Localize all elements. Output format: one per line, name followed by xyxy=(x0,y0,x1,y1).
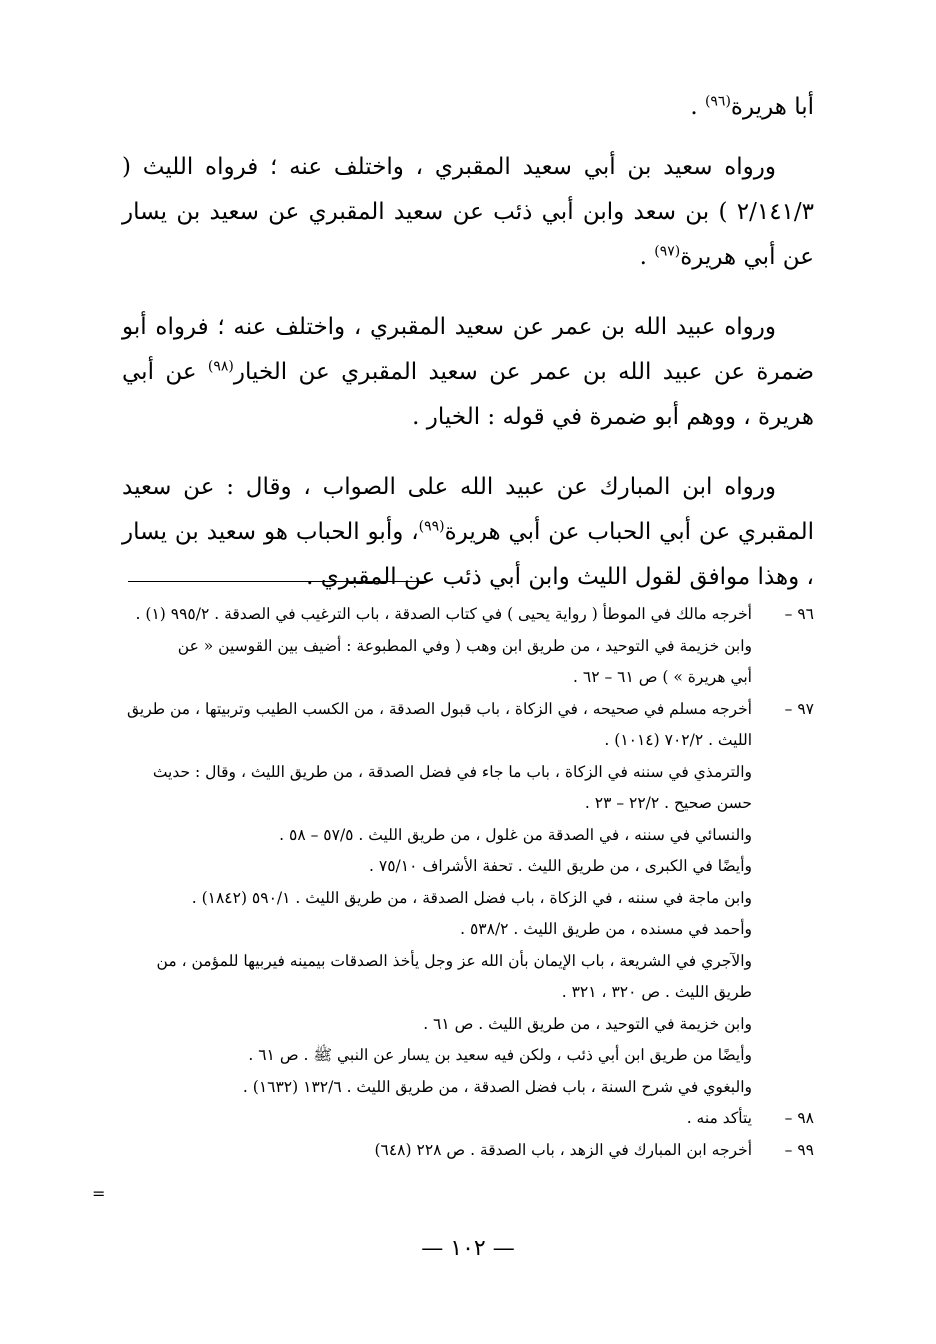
footnote-number: ٩٧ – xyxy=(784,699,814,718)
page-number: — ١٠٢ — xyxy=(421,1236,515,1261)
footnote-line: وأحمد في مسنده ، من طريق الليث . ٥٣٨/٢ . xyxy=(460,920,752,938)
paragraph-4 xyxy=(122,465,814,600)
paragraph-2-text: ورواه سعيد بن أبي سعيد المقبري ، واختلف عنه ؛ فرواه الليث ( ٢/١٤١/٣ ) بن سعد وابن أبي ذئب عن سعيد المقبري عن سعيد بن يسار عن أبي هريرة xyxy=(122,154,814,270)
footnote-97-continued xyxy=(122,757,814,1104)
footnote-98 xyxy=(122,1103,814,1135)
paragraph-4-text-b: ، وأبو الحباب هو سعيد بن يسار ، وهذا موافق لقول الليث وابن أبي ذئب عن المقبري . xyxy=(122,519,814,590)
footnote-line: أخرجه مالك في الموطأ ( رواية يحيى ) في كتاب الصدقة ، باب الترغيب في الصدقة . ٩٩٥/٢ (١) . xyxy=(135,605,752,623)
footnote-ref-97[interactable]: (٩٧) xyxy=(654,243,681,260)
main-text xyxy=(122,85,814,625)
paragraph-1 xyxy=(122,85,814,130)
footnote-line: والبغوي في شرح السنة ، باب فضل الصدقة ، من طريق الليث . ١٣٢/٦ (١٦٣٢) . xyxy=(242,1077,752,1096)
footnote-line: وابن خزيمة في التوحيد ، من طريق الليث . ص ٦١ . xyxy=(423,1014,752,1033)
footnote-line: وأيضًا من طريق ابن أبي ذئب ، ولكن فيه سعيد بن يسار عن النبي ﷺ . ص ٦١ . xyxy=(248,1046,752,1064)
paragraph-4-text-a: ورواه ابن المبارك عن عبيد الله على الصواب ، وقال : عن سعيد المقبري عن أبي الحباب عن أبي هريرة xyxy=(122,474,814,545)
footnote-line: والآجري في الشريعة ، باب الإيمان بأن الله عز وجل يأخذ الصدقات بيمينه فيربيها للمؤمن ، من xyxy=(156,951,752,970)
footnotes xyxy=(122,599,814,1166)
footnote-line: والترمذي في سننه في الزكاة ، باب ما جاء في فضل الصدقة ، من طريق الليث ، وقال : حديث xyxy=(152,762,752,781)
paragraph-2-end: . xyxy=(639,244,655,270)
footnote-line: طريق الليث . ص ٣٢٠ ، ٣٢١ . xyxy=(561,983,752,1001)
footnote-line: وابن خزيمة في التوحيد ، من طريق ابن وهب ( وفي المطبوعة : أضيف بين القوسين « عن xyxy=(177,636,752,655)
footnote-body xyxy=(122,599,752,694)
footnote-line: أخرجه ابن المبارك في الزهد ، باب الصدقة . ص ٢٢٨ (٦٤٨) xyxy=(374,1140,752,1159)
footnote-ref-96[interactable]: (٩٦) xyxy=(704,93,731,110)
footnote-body xyxy=(122,694,752,757)
footnote-line: والنسائي في سننه ، في الصدقة من غلول ، من طريق الليث . ٥٧/٥ – ٥٨ . xyxy=(279,825,752,844)
footnote-number: ٩٩ – xyxy=(784,1140,814,1159)
footnote-separator xyxy=(128,581,426,582)
footnote-line: أبي هريرة » ) ص ٦١ – ٦٢ . xyxy=(573,668,752,686)
paragraph-2 xyxy=(122,145,814,280)
continuation-mark: = xyxy=(92,1184,106,1203)
paragraph-3-text-a: ورواه عبيد الله بن عمر عن سعيد المقبري ، واختلف عنه ؛ فرواه أبو ضمرة عن عبيد الله بن عمر عن سعيد المقبري عن الخيار xyxy=(122,314,814,385)
footnote-line: يتأكد منه . xyxy=(686,1109,752,1127)
paragraph-3-text-b: عن أبي هريرة ، ووهم أبو ضمرة في قوله : الخيار . xyxy=(122,359,814,430)
footnote-line: حسن صحيح . ٢٢/٢ – ٢٣ . xyxy=(584,794,752,812)
footnote-body xyxy=(122,1103,752,1135)
footnote-number: ٩٦ – xyxy=(784,605,814,623)
paragraph-1-end: . xyxy=(690,94,705,120)
footnote-line: وأيضًا في الكبرى ، من طريق الليث . تحفة الأشراف ٧٥/١٠ . xyxy=(369,857,752,875)
footnote-line: الليث . ٧٠٢/٢ (١٠١٤) . xyxy=(604,731,752,749)
footnote-number: ٩٨ – xyxy=(784,1109,814,1127)
footnote-body xyxy=(122,1135,752,1167)
paragraph-1-text: أبا هريرة xyxy=(730,94,814,120)
footnote-99 xyxy=(122,1135,814,1167)
footnote-97 xyxy=(122,694,814,757)
footnote-line: أخرجه مسلم في صحيحه ، في الزكاة ، باب قبول الصدقة ، من الكسب الطيب وتربيتها ، من طريق xyxy=(126,699,752,718)
footnote-96 xyxy=(122,599,814,694)
paragraph-3 xyxy=(122,305,814,440)
footnote-ref-98[interactable]: (٩٨) xyxy=(207,358,234,375)
footnote-ref-99[interactable]: (٩٩) xyxy=(418,518,445,535)
footnote-line: وابن ماجة في سننه ، في الزكاة ، باب فضل الصدقة ، من طريق الليث . ٥٩٠/١ (١٨٤٢) . xyxy=(191,888,752,907)
